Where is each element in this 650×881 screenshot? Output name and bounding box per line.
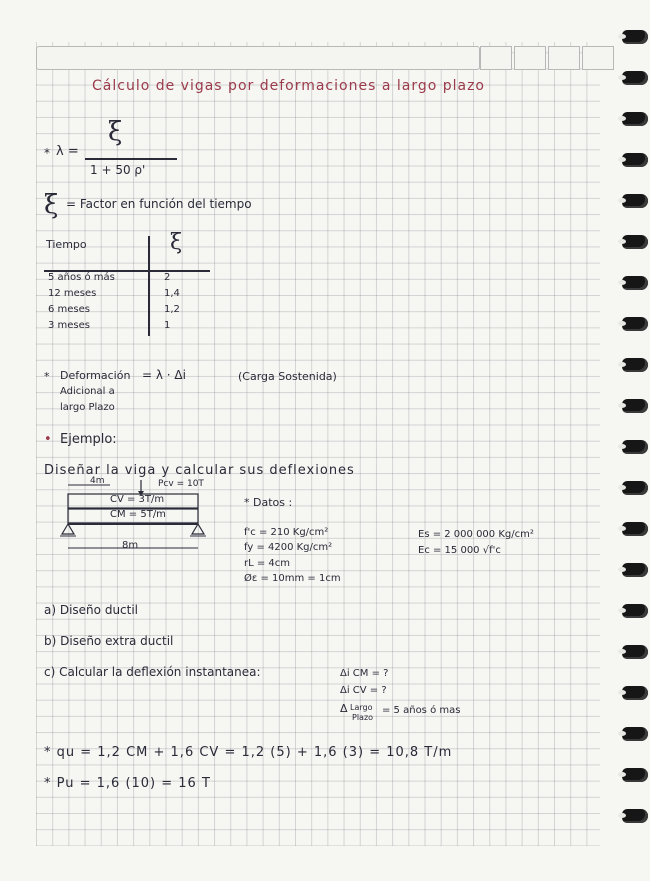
lambda-lhs: λ = bbox=[56, 144, 79, 159]
table-row-time: 3 meses bbox=[48, 320, 91, 331]
example-bullet: • bbox=[44, 432, 52, 447]
table-header-xi: ξ bbox=[170, 230, 183, 255]
date-boxes bbox=[478, 46, 614, 70]
xi-symbol: ξ bbox=[44, 190, 59, 220]
spiral-coil bbox=[622, 399, 648, 413]
part-c-lp-sub2: Plazo bbox=[352, 713, 374, 722]
top-margin bbox=[0, 0, 650, 42]
table-row-value: 1,4 bbox=[164, 288, 180, 299]
date-box bbox=[582, 46, 614, 70]
table-row-time: 5 años ó más bbox=[48, 272, 115, 283]
data-rl: rL = 4cm bbox=[244, 558, 291, 569]
part-c-lp-symbol: Δ bbox=[340, 702, 348, 715]
date-box bbox=[514, 46, 546, 70]
table-row-value: 2 bbox=[164, 272, 171, 283]
spiral-coil bbox=[622, 194, 648, 208]
part-c: c) Calcular la deflexión instantanea: bbox=[44, 665, 261, 679]
table-column-line bbox=[148, 236, 150, 336]
example-statement: Diseñar la viga y calcular sus deflexiones bbox=[44, 463, 355, 478]
spiral-coil bbox=[622, 358, 648, 372]
spiral-coil bbox=[622, 153, 648, 167]
spiral-coil bbox=[622, 768, 648, 782]
header-bar bbox=[36, 46, 480, 70]
table-row-value: 1,2 bbox=[164, 304, 180, 315]
spiral-coil bbox=[622, 30, 648, 44]
part-a: a) Diseño ductil bbox=[44, 603, 139, 617]
spiral-coil bbox=[622, 563, 648, 577]
spiral-coil bbox=[622, 686, 648, 700]
data-es: Es = 2 000 000 Kg/cm² bbox=[418, 529, 534, 540]
spiral-coil bbox=[622, 809, 648, 823]
left-margin bbox=[0, 0, 36, 881]
table-row-time: 12 meses bbox=[48, 288, 97, 299]
spiral-binding bbox=[622, 30, 650, 860]
right-support bbox=[192, 524, 204, 534]
spiral-coil bbox=[622, 440, 648, 454]
data-heading: * Datos : bbox=[244, 496, 293, 509]
part-c-cv: Δi CV = ? bbox=[340, 685, 387, 696]
table-row-time: 6 meses bbox=[48, 304, 91, 315]
bottom-margin bbox=[0, 846, 650, 881]
cm-label: CM = 5T/m bbox=[110, 509, 166, 520]
part-c-cm: Δi CM = ? bbox=[340, 668, 389, 679]
deformation-formula: = λ · Δi bbox=[142, 368, 186, 382]
beam-drawing bbox=[56, 476, 226, 566]
spiral-coil bbox=[622, 481, 648, 495]
data-oe: Øε = 10mm = 1cm bbox=[244, 573, 341, 584]
data-fc: f'c = 210 Kg/cm² bbox=[244, 527, 329, 538]
example-heading: Ejemplo: bbox=[60, 432, 117, 447]
spiral-coil bbox=[622, 235, 648, 249]
lambda-numerator: ξ bbox=[108, 117, 123, 147]
deformation-bullet: * bbox=[44, 370, 50, 383]
part-c-lp-sub1: Largo bbox=[350, 703, 373, 712]
dim-4m: 4m bbox=[90, 476, 105, 486]
data-fy: fy = 4200 Kg/cm² bbox=[244, 542, 333, 553]
fraction-line bbox=[85, 158, 177, 160]
spiral-coil bbox=[622, 276, 648, 290]
table-header-time: Tiempo bbox=[46, 238, 87, 251]
date-box bbox=[480, 46, 512, 70]
pu-equation: * Pu = 1,6 (10) = 16 T bbox=[44, 776, 211, 791]
qu-equation: * qu = 1,2 CM + 1,6 CV = 1,2 (5) + 1,6 (3) = 10,8 T/m bbox=[44, 745, 453, 760]
page-title: Cálculo de vigas por deformaciones a largo plazo bbox=[92, 78, 485, 94]
lambda-bullet: * bbox=[44, 146, 50, 160]
spiral-coil bbox=[622, 71, 648, 85]
spiral-coil bbox=[622, 112, 648, 126]
deformation-label-2: Adicional a bbox=[60, 386, 115, 397]
left-support bbox=[62, 524, 74, 534]
part-b: b) Diseño extra ductil bbox=[44, 634, 174, 648]
deformation-label-1: Deformación bbox=[60, 369, 131, 382]
spiral-coil bbox=[622, 604, 648, 618]
pcv-label: Pcv = 10T bbox=[158, 479, 204, 489]
table-row-value: 1 bbox=[164, 320, 171, 331]
spiral-coil bbox=[622, 645, 648, 659]
lambda-denominator: 1 + 50 ρ' bbox=[90, 163, 146, 177]
deformation-note: (Carga Sostenida) bbox=[238, 370, 337, 383]
data-ec: Ec = 15 000 √f'c bbox=[418, 545, 501, 556]
part-c-lp-rest: = 5 años ó mas bbox=[382, 705, 461, 716]
cv-label: CV = 3T/m bbox=[110, 494, 165, 505]
span-label: 8m bbox=[122, 540, 139, 551]
spiral-coil bbox=[622, 522, 648, 536]
deformation-label-3: largo Plazo bbox=[60, 402, 115, 413]
spiral-coil bbox=[622, 727, 648, 741]
date-box bbox=[548, 46, 580, 70]
spiral-coil bbox=[622, 317, 648, 331]
xi-definition: = Factor en función del tiempo bbox=[66, 197, 252, 211]
